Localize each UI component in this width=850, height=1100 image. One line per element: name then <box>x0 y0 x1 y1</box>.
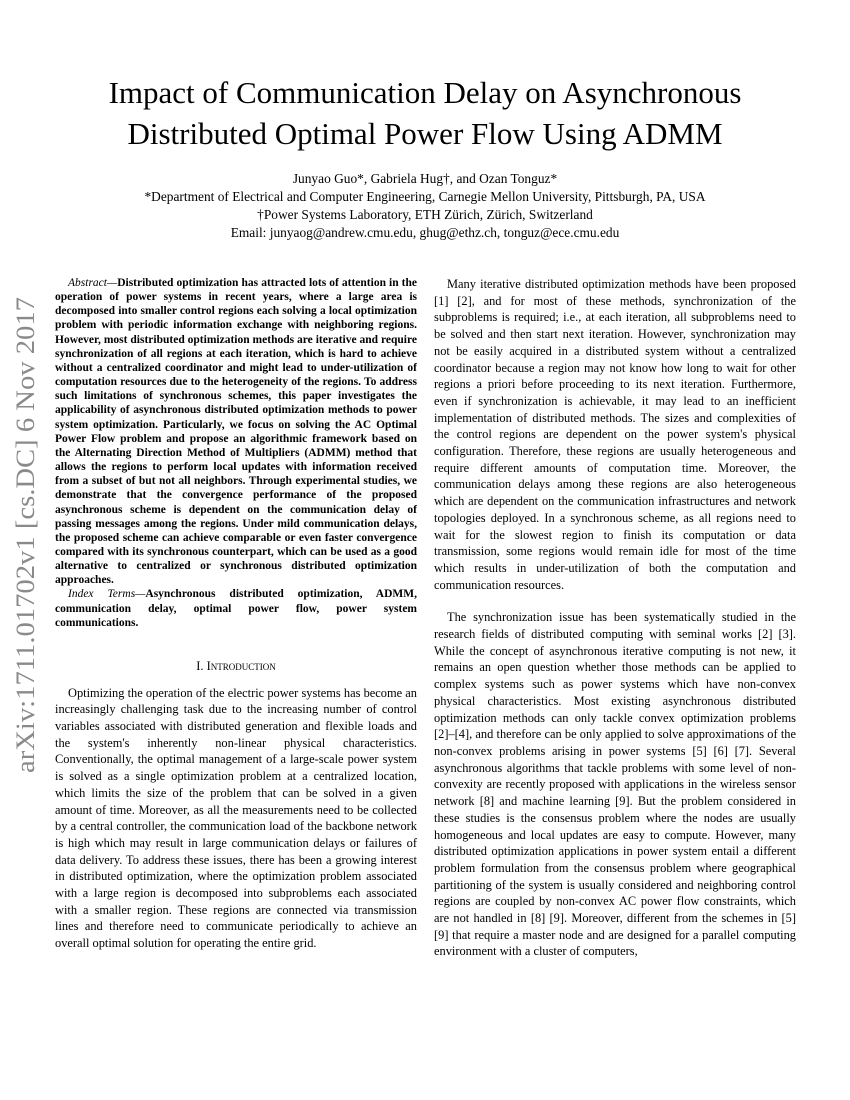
paper-title <box>40 72 810 154</box>
paragraph-gap <box>434 593 796 609</box>
author-emails: Email: junyaog@andrew.cmu.edu, ghug@ethz.ch, tonguz@ece.cmu.edu <box>230 225 620 240</box>
arxiv-stamp-svg <box>4 295 44 775</box>
arxiv-sidebar-stamp <box>4 295 44 775</box>
abstract-lead: Abstract— <box>68 277 118 289</box>
left-column <box>55 276 417 952</box>
author-names: Junyao Guo*, Gabriela Hug†, and Ozan Tonguz* <box>292 171 558 186</box>
title-line-1: Impact of Communication Delay on Asynchronous <box>108 75 742 110</box>
index-terms-text: Asynchronous distributed optimization, ADMM, communication delay, optimal power flow, power system communications. <box>55 588 418 629</box>
right-column <box>434 276 796 960</box>
index-terms <box>55 587 417 629</box>
author-block <box>40 170 810 242</box>
title-line-2: Distributed Optimal Power Flow Using ADMM <box>127 116 723 151</box>
right-paragraph-2: The synchronization issue has been systematically studied in the research fields of distributed computing with seminal works [2] [3]. While the concept of asynchronous iterative computing is not new, it remains an open question whether those methods can be applied to complex systems such as power systems which have non-convex physical characteristics. Most existing asynchronous distributed optimization methods can only tackle convex optimization problems [2]–[4], and therefore can be only applied to solve approximations of the non-convex problems arising in power systems [5] [6] [7]. Several asynchronous algorithms that tackle problems with some level of non-convexity are recently proposed with applications in the wireless sensor network [8] and machine learning [9]. But the problem considered in these studies is the consensus problem where the nodes are usually homogeneous and local updates are easy to compute. However, many distributed optimization applications in power system entail a different problem formulation from the consensus problem where geographical partitioning of the system is usually considered and neighboring control regions are coupled by non-convex AC power flow constraints, which are not handled in [8] [9]. Moreover, different from the schemes in [5] [9] that require a master node and are designed for a parallel computing environment with a cluster of computers, <box>434 610 796 959</box>
affiliation-cmu: *Department of Electrical and Computer Engineering, Carnegie Mellon University, Pittsburgh, PA, USA <box>144 189 706 204</box>
intro-paragraph-1: Optimizing the operation of the electric power systems has become an increasingly challenging task due to the increasing number of control variables associated with distributed generation and flexible loads and the system's inherently non-linear physical characteristics. Conventionally, the optimal management of a large-scale power system is solved as a single optimization problem at a centralized location, which limits the size of the problem that can be solved in a given amount of time. Moreover, as all the measurements need to be collected by a central controller, the communication load of the backbone network is high which may result in large communication delays or failures of data delivery. To address these issues, there has been a growing interest in distributed optimization, where the optimization problem associated with a large region is decomposed into subproblems each associated with a smaller region. These regions are connected via transmission lines and therefore need to communicate periodically to achieve an overall optimal solution for operating the entire grid. <box>55 685 417 951</box>
arxiv-identifier: arXiv:1711.01702v1 [cs.DC] 6 Nov 2017 <box>11 340 40 773</box>
section-heading-introduction: I. Introduction <box>196 658 276 673</box>
abstract-text: Distributed optimization has attracted lots of attention in the operation of power systems in recent years, where a large area is decomposed into smaller control regions each solving a local optimization problem with periodic information exchange with neighboring regions. However, most distributed optimization methods are iterative and require synchronization of all regions at each iteration, which is hard to achieve without a centralized coordinator and might lead to under-utilization of computation resources due to the heterogeneity of the regions. To address such limitations of synchronous schemes, this paper investigates the applicability of asynchronous distributed optimization methods to power system optimization. Particularly, we focus on solving the AC Optimal Power Flow problem and propose an algorithmic framework based on the Alternating Direction Method of Multipliers (ADMM) method that allows the regions to perform local updates with information received from a subset of but not all neighbors. Through experimental studies, we demonstrate that the convergence performance of the proposed asynchronous scheme is dependent on the communication delay of passing messages among the regions. Under mild communication delays, the proposed scheme can achieve comparable or even faster convergence compared with its synchronous counterpart, which can be used as a good alternative to centralized or synchronous distributed optimization approaches. <box>55 277 417 587</box>
abstract <box>55 276 417 587</box>
right-paragraph-1: Many iterative distributed optimization methods have been proposed [1] [2], and for most of these methods, synchronization of the subproblems is required; i.e., at each iteration, all subproblems need to be solved and then start next iteration. However, synchronization may not be easily acquired in a distributed system without a centralized coordinator because a region may not know how long to wait for other regions a priori before proceeding to its next iteration. Furthermore, even if synchronization is achievable, it may lead to an inefficient implementation of distributed methods. The sizes and complexities of the control regions are dependent on the power system's physical configuration. Therefore, these regions are usually heterogeneous and require different amounts of computation time. Moreover, the communication delays among these regions are also heterogeneous which are dependent on the communication infrastructures and network topologies deployed. In a synchronous scheme, as all regions need to wait for the slowest region to finish its computation or data transmission, some regions would remain idle for most of the time which results in under-utilization of both the computation and communication resources. <box>434 277 796 592</box>
index-terms-lead: Index Terms— <box>68 588 146 601</box>
affiliation-eth: †Power Systems Laboratory, ETH Zürich, Zürich, Switzerland <box>257 207 593 222</box>
